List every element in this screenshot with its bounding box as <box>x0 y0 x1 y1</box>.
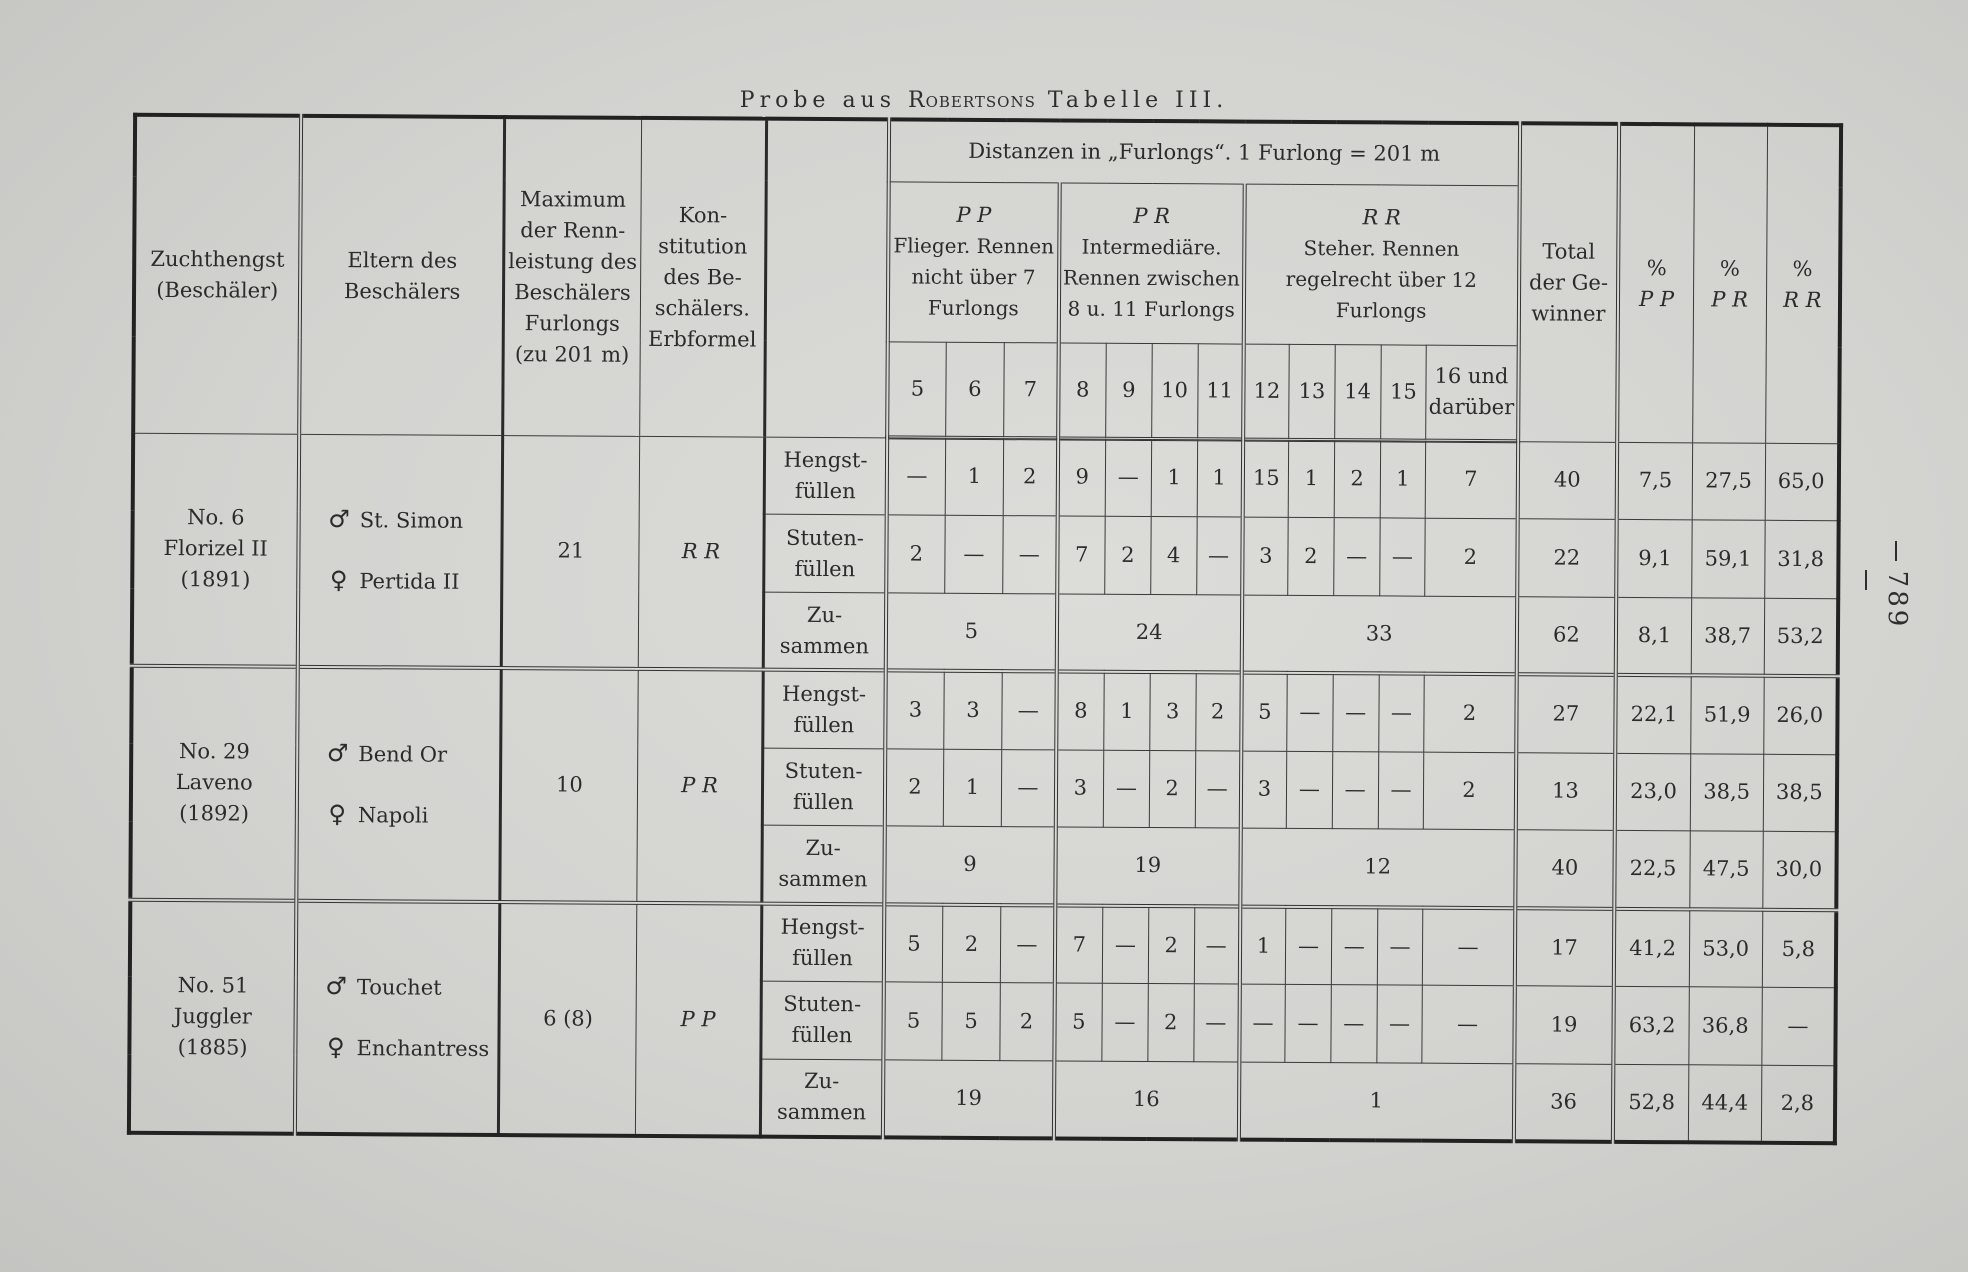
dam-line <box>301 784 497 846</box>
distance-value-cell: 1 <box>1288 440 1334 518</box>
distance-value-cell: 1 <box>1197 439 1243 517</box>
header-pp-group <box>888 181 1060 342</box>
header-row-type <box>765 119 890 438</box>
row-type-label: Stuten-füllen <box>762 748 885 827</box>
female-symbol: ♀ <box>328 799 347 829</box>
pct-pr-cell: 38,5 <box>1690 753 1763 831</box>
distance-value-cell: 5 <box>942 982 1001 1060</box>
page-number-text: 789 <box>1882 570 1912 630</box>
max-performance-cell: 10 <box>500 668 639 902</box>
row-type-label: Hengst-füllen <box>761 903 884 982</box>
header-pr-group <box>1058 182 1244 343</box>
data-table <box>127 113 1843 1145</box>
pct-pp-cell: 63,2 <box>1614 986 1689 1064</box>
furlong-5: 5 <box>887 341 946 437</box>
row-type-label: Zu-sammen <box>763 592 886 671</box>
distance-value-cell: — <box>1102 905 1148 983</box>
dam-name: Enchantress <box>356 1036 490 1062</box>
furlong-6: 6 <box>945 342 1004 438</box>
stallion-cell <box>132 433 300 667</box>
rr-label: R R <box>1362 205 1401 230</box>
row-type-label: Stuten-füllen <box>761 981 884 1060</box>
distance-value-cell: — <box>1102 983 1148 1061</box>
pr-description: Intermediäre. Rennen zwischen 8 u. 11 Furlongs <box>1062 234 1240 322</box>
furlong-10: 10 <box>1151 343 1197 439</box>
sum-rr-cell: 12 <box>1240 828 1515 907</box>
sum-pp-cell: 9 <box>884 826 1055 905</box>
dam-line <box>303 550 499 612</box>
title-suffix: Tabelle III. <box>1047 88 1229 113</box>
pp-description: Flieger. Rennen nicht über 7 Furlongs <box>893 233 1055 321</box>
distance-value-cell: — <box>1239 984 1285 1062</box>
distance-value-cell: 2 <box>1288 518 1334 596</box>
distance-value-cell: 2 <box>1148 906 1194 984</box>
distance-value-cell: 2 <box>1148 983 1194 1061</box>
pct-pp-cell: 9,1 <box>1617 520 1692 598</box>
distance-value-cell: 1 <box>945 438 1004 516</box>
pct-pp-cell: 22,1 <box>1616 675 1691 753</box>
pct-pp-label: P P <box>1639 286 1675 311</box>
pct-rr-cell: 31,8 <box>1764 521 1838 599</box>
pct-rr-cell: 30,0 <box>1762 832 1836 910</box>
page-number <box>1872 530 1912 630</box>
distance-value-cell: 7 <box>1054 905 1102 983</box>
distance-value-cell: 3 <box>1241 751 1287 829</box>
distance-value-cell: — <box>1331 907 1377 985</box>
pct-rr-cell: — <box>1761 987 1835 1065</box>
header-total: Total der Ge-winner <box>1518 123 1620 442</box>
distance-value-cell: 2 <box>885 748 944 826</box>
total-cell: 22 <box>1517 519 1617 597</box>
distance-value-cell: — <box>1103 750 1149 828</box>
distance-value-cell: — <box>1193 984 1239 1062</box>
distance-value-cell: — <box>1334 518 1380 596</box>
table-row <box>133 433 1839 521</box>
distance-value-cell: — <box>1332 751 1378 829</box>
pct-symbol: % <box>1792 256 1813 281</box>
pp-label: P P <box>956 202 992 228</box>
distance-value-cell: 5 <box>1054 983 1102 1061</box>
distance-value-cell: 3 <box>1150 672 1196 750</box>
distance-value-cell: — <box>1378 751 1424 829</box>
pct-rr-cell: 38,5 <box>1763 754 1837 832</box>
distance-value-cell: — <box>1423 907 1515 985</box>
constitution-cell: R R <box>638 436 764 670</box>
furlong-11: 11 <box>1197 343 1243 439</box>
distance-value-cell: 15 <box>1242 440 1288 518</box>
distance-value-cell: 9 <box>1057 438 1105 516</box>
distance-value-cell: — <box>1001 749 1056 827</box>
sire-name: Touchet <box>356 975 442 1000</box>
rr-description: Steher. Rennen regelrecht über 12 Furlongs <box>1285 235 1477 323</box>
furlong-12: 12 <box>1243 344 1289 440</box>
distance-value-cell: 2 <box>1105 516 1151 594</box>
distance-value-cell: 2 <box>1424 752 1516 830</box>
row-type-label: Zu-sammen <box>760 1059 883 1138</box>
pct-pr-cell: 44,4 <box>1688 1064 1761 1142</box>
pct-rr-cell: 53,2 <box>1764 598 1838 676</box>
total-cell: 13 <box>1515 752 1615 830</box>
dam-name: Pertida II <box>359 569 460 594</box>
pct-pr-cell: 47,5 <box>1690 831 1763 909</box>
stallion-year: (1891) <box>180 567 251 592</box>
pct-pr-cell: 38,7 <box>1691 598 1764 676</box>
header-parents: Eltern des Beschälers <box>300 116 505 435</box>
distance-value-cell: — <box>1003 516 1058 594</box>
dam-name: Napoli <box>357 803 429 828</box>
distance-value-cell: 2 <box>1334 440 1380 518</box>
header-constitution: Kon-stitution des Be-schälers. Erbformel <box>640 118 767 437</box>
male-symbol: ♂ <box>326 738 349 768</box>
parents-cell <box>295 900 499 1135</box>
stallion-name: Laveno <box>175 770 253 795</box>
title-author: Robertsons <box>908 88 1036 113</box>
row-type-label: Hengst-füllen <box>763 670 886 749</box>
pct-rr-label: R R <box>1783 287 1822 312</box>
pct-pp-cell: 52,8 <box>1613 1064 1688 1142</box>
max-performance-cell: 6 (8) <box>498 902 637 1136</box>
sire-name: Bend Or <box>358 742 448 767</box>
row-type-label: Zu-sammen <box>762 825 885 904</box>
pct-pr-label: P R <box>1711 287 1749 312</box>
row-type-label: Stuten-füllen <box>764 514 887 593</box>
constitution-cell: P R <box>637 669 763 903</box>
pct-rr-cell: 2,8 <box>1761 1065 1835 1143</box>
distance-value-cell: 4 <box>1150 517 1196 595</box>
total-cell: 36 <box>1513 1063 1613 1141</box>
distance-value-cell: — <box>1376 985 1422 1063</box>
distance-value-cell: — <box>1285 906 1331 984</box>
stallion-year: (1892) <box>179 801 250 826</box>
pct-pr-cell: 27,5 <box>1692 442 1765 520</box>
constitution-cell: P P <box>635 902 761 1136</box>
table-title <box>0 88 1968 113</box>
row-type-label: Hengst-füllen <box>764 437 887 516</box>
total-cell: 40 <box>1517 441 1617 519</box>
sum-rr-cell: 33 <box>1242 595 1517 674</box>
distance-value-cell: 7 <box>1426 441 1518 519</box>
male-symbol: ♂ <box>328 504 350 534</box>
distance-value-cell: — <box>945 516 1004 594</box>
pct-pr-cell: 59,1 <box>1691 520 1764 598</box>
table-row <box>130 899 1836 987</box>
distance-value-cell: — <box>1105 439 1151 517</box>
furlong-7: 7 <box>1004 342 1059 438</box>
distance-value-cell: — <box>1379 518 1425 596</box>
stallion-name: Juggler <box>173 1003 252 1029</box>
furlong-13: 13 <box>1289 344 1335 440</box>
distance-value-cell: — <box>1196 517 1242 595</box>
distance-value-cell: 2 <box>1000 982 1055 1060</box>
distance-value-cell: 5 <box>883 982 942 1060</box>
distance-value-cell: 3 <box>944 671 1003 749</box>
distance-value-cell: — <box>887 437 946 515</box>
distance-value-cell: 1 <box>1240 906 1286 984</box>
stallion-no: No. 29 <box>179 739 250 764</box>
title-prefix: Probe aus <box>739 88 897 113</box>
header-max-performance: Maximum der Renn-leistung des Beschälers Furlongs (zu 201 m) <box>502 117 641 436</box>
pct-rr-cell: 65,0 <box>1765 443 1839 521</box>
furlong-16-plus: 16 und darüber <box>1426 345 1518 442</box>
distance-value-cell: 1 <box>1151 439 1197 517</box>
distance-value-cell: 2 <box>1003 438 1058 516</box>
distance-value-cell: 2 <box>942 904 1001 982</box>
distance-value-cell: 5 <box>1241 673 1287 751</box>
distance-value-cell: 2 <box>1424 674 1516 752</box>
distance-value-cell: 2 <box>1195 673 1241 751</box>
distance-value-cell: — <box>1331 984 1377 1062</box>
distance-value-cell: — <box>1286 751 1332 829</box>
distance-value-cell: 5 <box>884 904 943 982</box>
pct-pp-cell: 7,5 <box>1617 442 1692 520</box>
total-cell: 40 <box>1515 830 1615 908</box>
distance-value-cell: 2 <box>886 515 945 593</box>
sum-pr-cell: 24 <box>1056 594 1242 673</box>
distance-value-cell: — <box>1195 750 1241 828</box>
distance-value-cell: 3 <box>1242 517 1288 595</box>
distance-value-cell: — <box>1000 905 1055 983</box>
folio-dash-right <box>1865 570 1867 590</box>
stallion-cell <box>130 666 298 900</box>
furlong-9: 9 <box>1106 343 1152 439</box>
distance-value-cell: 1 <box>1104 672 1150 750</box>
distance-value-cell: — <box>1194 906 1240 984</box>
distance-value-cell: — <box>1333 673 1379 751</box>
distance-value-cell: 8 <box>1056 672 1104 750</box>
pct-pp-cell: 8,1 <box>1616 597 1691 675</box>
dam-line <box>300 1017 496 1079</box>
parents-cell <box>298 434 502 669</box>
header-pct-rr <box>1765 125 1841 443</box>
sum-pp-cell: 19 <box>883 1060 1054 1139</box>
parents-cell <box>297 667 501 902</box>
distance-value-cell: — <box>1378 674 1424 752</box>
stallion-cell <box>129 899 297 1133</box>
stallion-no: No. 6 <box>187 505 245 530</box>
female-symbol: ♀ <box>326 1033 345 1062</box>
sire-line <box>300 956 496 1018</box>
pct-rr-cell: 26,0 <box>1763 676 1837 754</box>
stallion-name: Florizel II <box>163 536 268 562</box>
pr-label: P R <box>1133 203 1171 229</box>
sum-pr-cell: 16 <box>1054 1061 1240 1140</box>
max-performance-cell: 21 <box>501 435 640 669</box>
distance-value-cell: 3 <box>1055 749 1103 827</box>
distance-value-cell: 2 <box>1425 518 1517 596</box>
table-body <box>129 433 1839 1143</box>
distance-value-cell: 2 <box>1149 750 1195 828</box>
pct-symbol: % <box>1719 256 1740 281</box>
furlong-15: 15 <box>1380 344 1426 440</box>
distance-value-cell: 7 <box>1057 516 1105 594</box>
distance-value-cell: 3 <box>885 671 944 749</box>
sire-line <box>303 489 499 551</box>
sum-pp-cell: 5 <box>886 593 1057 672</box>
distance-value-cell: — <box>1422 985 1514 1063</box>
pct-pr-cell: 51,9 <box>1690 676 1763 754</box>
distance-value-cell: 1 <box>1380 440 1426 518</box>
header-rr-group <box>1244 184 1520 346</box>
distance-value-cell: 1 <box>943 749 1002 827</box>
pct-rr-cell: 5,8 <box>1762 909 1836 987</box>
pct-pp-cell: 23,0 <box>1615 753 1690 831</box>
sire-name: St. Simon <box>359 508 464 533</box>
pct-symbol: % <box>1646 255 1667 280</box>
pct-pp-cell: 22,5 <box>1615 831 1690 909</box>
distance-value-cell: — <box>1287 673 1333 751</box>
female-symbol: ♀ <box>329 565 348 594</box>
total-cell: 17 <box>1514 908 1614 986</box>
male-symbol: ♂ <box>325 972 348 1001</box>
pct-pr-cell: 53,0 <box>1689 909 1762 987</box>
sire-line <box>301 723 497 785</box>
table-row <box>131 666 1837 754</box>
header-distances: Distanzen in „Furlongs“. 1 Furlong = 201 m <box>889 119 1520 185</box>
sum-pr-cell: 19 <box>1055 827 1241 906</box>
total-cell: 19 <box>1514 986 1614 1064</box>
distance-value-cell: — <box>1002 671 1057 749</box>
stallion-year: (1885) <box>177 1034 248 1060</box>
pct-pp-cell: 41,2 <box>1614 908 1689 986</box>
header-stallion: Zuchthengst (Beschäler) <box>133 115 301 434</box>
total-cell: 62 <box>1516 597 1616 675</box>
total-cell: 27 <box>1516 675 1616 753</box>
header-pct-pr <box>1692 124 1767 442</box>
sum-rr-cell: 1 <box>1239 1062 1514 1142</box>
furlong-14: 14 <box>1334 344 1380 440</box>
furlong-8: 8 <box>1058 342 1106 438</box>
stallion-no: No. 51 <box>177 972 249 998</box>
header-pct-pp <box>1617 124 1694 442</box>
distance-value-cell: — <box>1377 907 1423 985</box>
folio-dash-left <box>1895 541 1897 561</box>
pct-pr-cell: 36,8 <box>1689 987 1762 1065</box>
distance-value-cell: — <box>1285 984 1331 1062</box>
